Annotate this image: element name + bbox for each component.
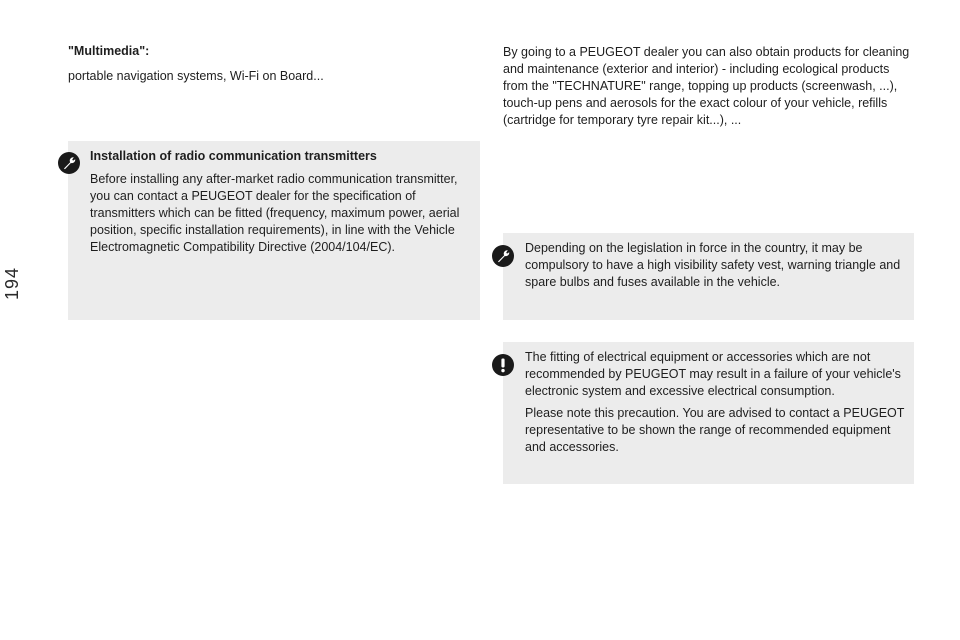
radio-transmitter-title: Installation of radio communication transmitters xyxy=(90,149,377,163)
radio-transmitter-box xyxy=(68,141,480,320)
multimedia-section xyxy=(68,44,468,85)
electrical-warning-text: The fitting of electrical equipment or accessories which are not recommended by PEUGEOT may result in a failure of your vehicle's electronic system and excessive electrical consumption. xyxy=(525,350,901,398)
legislation-box xyxy=(503,233,914,320)
multimedia-text: portable navigation systems, Wi-Fi on Board... xyxy=(68,69,324,83)
radio-transmitter-text: Before installing any after-market radio communication transmitter, you can contact a PEUGEOT dealer for the specification of transmitters which can be fitted (frequency, maximum power, aerial position, specific installation requirements), in line with the Vehicle Electromagnetic Compatibility Directive (2004/104/EC). xyxy=(90,172,460,254)
precaution-text: Please note this precaution. You are advised to contact a PEUGEOT representative to be shown the range of recommended equipment and accessories. xyxy=(525,406,905,454)
dealer-products-text: By going to a PEUGEOT dealer you can also obtain products for cleaning and maintenance (exterior and interior) - including ecological products from the "TECHNATURE" range, topping up products (screenwash, ...), touch-up pens and aerosols for the exact colour of your vehicle, refills (cartridge for temporary tyre repair kit...), ... xyxy=(503,45,910,127)
dealer-products-paragraph xyxy=(503,44,913,129)
exclamation-icon xyxy=(492,354,514,376)
spanner-icon xyxy=(492,245,514,267)
spanner-icon xyxy=(58,152,80,174)
legislation-text: Depending on the legislation in force in the country, it may be compulsory to have a high visibility safety vest, warning triangle and spare bulbs and fuses available in the vehicle. xyxy=(525,241,901,289)
electrical-warning-box xyxy=(503,342,914,484)
page-number: 194 xyxy=(2,266,22,300)
multimedia-heading: "Multimedia": xyxy=(68,44,150,58)
